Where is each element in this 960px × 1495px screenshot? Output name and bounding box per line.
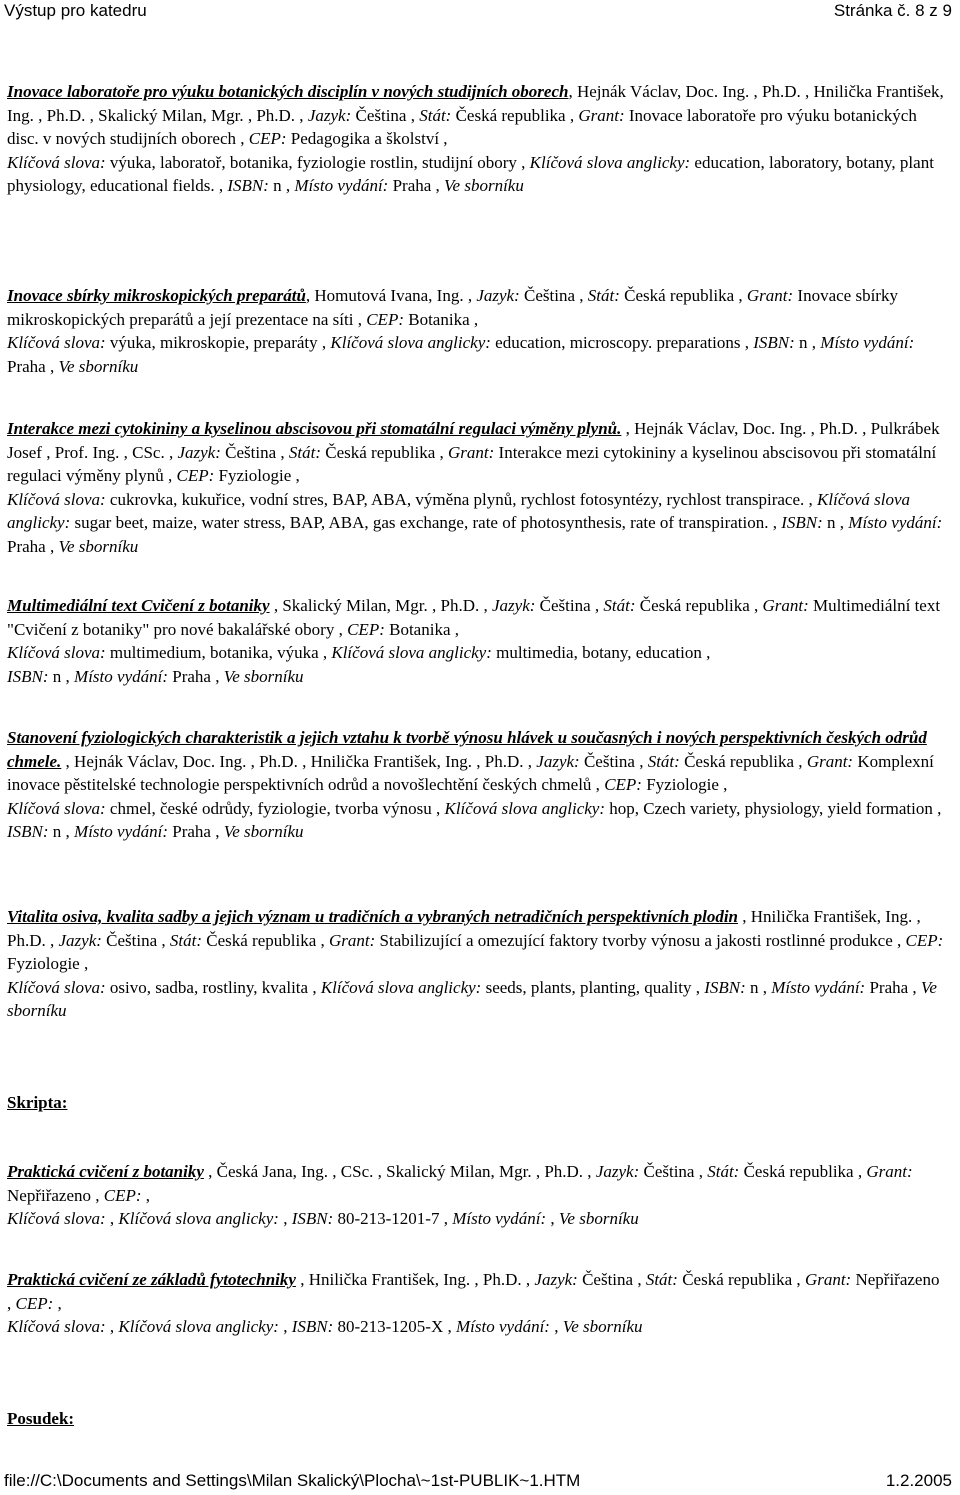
place-label: Místo vydání: [771, 977, 866, 997]
keywords-label: Klíčová slova: [7, 977, 106, 997]
place-label: Místo vydání: [820, 333, 915, 352]
keywords-label: Klíčová slova: [7, 333, 106, 352]
skripta-authors: , Česká Jana, Ing. , CSc. , Skalický Milan, Mgr. , Ph.D. , [203, 1162, 596, 1181]
country-value: Česká republika , [739, 1162, 867, 1181]
publication-authors: , Hejnák Václav, Doc. Ing. , Ph.D. , Pulkrábek Josef , Prof. Ing. , CSc. , [7, 419, 940, 462]
keywords-en-label: Klíčová slova anglicky: [7, 489, 911, 532]
place-value: , [549, 1317, 563, 1336]
keywords-label: Klíčová slova: [7, 643, 106, 662]
publication-authors: , Skalický Milan, Mgr. , Ph.D. , [269, 596, 492, 615]
keywords-en-label: Klíčová slova anglicky: [444, 798, 606, 818]
language-label: Jazyk: [177, 442, 221, 462]
language-label: Jazyk: [534, 1270, 578, 1289]
proceedings-label: Ve sborníku [562, 1317, 643, 1336]
grant-label: Grant: [746, 286, 794, 305]
cep-label: CEP: [905, 930, 944, 950]
cep-label: CEP: [176, 466, 215, 485]
publication-entry [7, 726, 946, 844]
country-value: Česká republika , [321, 442, 448, 462]
skripta-entry [7, 1268, 946, 1339]
isbn-value: n , [745, 977, 772, 997]
place-label: Místo vydání: [848, 513, 943, 532]
keywords-label: Klíčová slova: [7, 798, 106, 818]
language-value: Čeština , [220, 442, 289, 462]
publication-entry [7, 594, 946, 688]
country-label: Stát: [645, 1270, 678, 1289]
publication-authors: , Hejnák Václav, Doc. Ing. , Ph.D. , Hnilička František, Ing. , Ph.D. , [61, 751, 537, 771]
cep-label: CEP: [604, 775, 642, 794]
keywords-en-label: Klíčová slova anglicky: [529, 152, 691, 172]
place-label: Místo vydání: [456, 1317, 550, 1336]
keywords-en-value: multimedia, botany, education , [491, 643, 711, 662]
place-value: Praha , [168, 822, 224, 841]
keywords-value: , [105, 1209, 119, 1228]
keywords-value: multimedium, botanika, výuka , [105, 643, 332, 662]
country-label: Stát: [587, 286, 620, 305]
grant-value: Komplexní inovace pěstitelské technologie perspektivních odrůd a novošlechtění českých chmelů , [7, 751, 934, 794]
cep-value: Botanika , [384, 619, 460, 639]
skripta-title: Praktická cvičení ze základů fytotechniky [7, 1270, 296, 1289]
place-value: Praha , [7, 356, 59, 376]
country-value: Česká republika , [635, 596, 763, 615]
proceedings-label: Ve sborníku [223, 822, 304, 841]
isbn-label: ISBN: [291, 1317, 334, 1336]
isbn-value: 80-213-1205-X , [333, 1317, 456, 1336]
publication-entry [7, 905, 946, 1023]
keywords-en-value: sugar beet, maize, water stress, BAP, ABA, gas exchange, rate of photosynthesis, rate of transpiration. , [70, 513, 782, 532]
place-label: Místo vydání: [74, 822, 168, 841]
grant-label: Grant: [329, 930, 376, 950]
isbn-label: ISBN: [291, 1209, 334, 1228]
proceedings-label: Ve sborníku [58, 536, 139, 556]
proceedings-label: Ve sborníku [444, 176, 524, 195]
country-value: Česká republika , [202, 930, 330, 950]
country-value: Česká republika , [679, 751, 807, 771]
keywords-label: Klíčová slova: [7, 152, 106, 172]
keywords-en-value: , [278, 1317, 292, 1336]
country-value: Česká republika , [451, 105, 579, 125]
publication-title: Inovace sbírky mikroskopických preparátů [7, 286, 306, 305]
grant-value: Multimediální text "Cvičení z botaniky" pro nové bakalářské obory , [7, 596, 941, 639]
isbn-value: n , [822, 513, 849, 532]
keywords-value: výuka, mikroskopie, preparáty , [105, 333, 331, 352]
cep-label: CEP: [347, 619, 385, 639]
keywords-value: výuka, laboratoř, botanika, fyziologie rostlin, studijní obory , [105, 152, 530, 172]
cep-value: , [141, 1185, 151, 1205]
place-value: Praha , [388, 176, 445, 195]
country-label: Stát: [288, 442, 321, 462]
language-label: Jazyk: [491, 596, 536, 615]
grant-value: Stabilizující a omezující faktory tvorby výnosu a jakosti rostlinné produkce , [375, 930, 906, 950]
place-label: Místo vydání: [452, 1209, 547, 1228]
cep-label: CEP: [366, 309, 404, 329]
cep-value: Pedagogika a školství , [286, 129, 448, 148]
isbn-label: ISBN: [7, 822, 49, 841]
grant-label: Grant: [448, 442, 495, 462]
publication-authors: , Hnilička František, Ing. , Ph.D. , [7, 907, 921, 950]
cep-label: CEP: [103, 1185, 142, 1205]
keywords-value: , [105, 1317, 119, 1336]
isbn-label: ISBN: [7, 666, 49, 686]
publication-authors: , Homutová Ivana, Ing. , [305, 286, 477, 305]
grant-value: Inovace laboratoře pro výuku botanických disc. v nových studijních oborech , [7, 105, 917, 148]
keywords-en-value: hop, Czech variety, physiology, yield formation , [605, 798, 942, 818]
isbn-value: n , [794, 333, 821, 352]
keywords-value: cukrovka, kukuřice, vodní stres, BAP, ABA, výměna plynů, rychlost fotosyntézy, rychlost transpirace. , [105, 489, 818, 509]
country-label: Stát: [707, 1162, 740, 1181]
keywords-en-label: Klíčová slova anglicky: [320, 977, 482, 997]
isbn-value: n , [268, 176, 295, 195]
country-value: Česká republika , [619, 286, 747, 305]
place-value: Praha , [865, 977, 921, 997]
language-value: Čeština , [577, 1270, 646, 1289]
language-value: Čeština , [639, 1162, 708, 1181]
keywords-en-value: education, microscopy. preparations , [490, 333, 754, 352]
language-value: Čeština , [579, 751, 648, 771]
publication-title: Vitalita osiva, kvalita sadby a jejich význam u tradičních a vybraných netradičních perspektivních plodin [7, 907, 738, 926]
keywords-label: Klíčová slova: [7, 489, 106, 509]
keywords-en-label: Klíčová slova anglicky: [331, 643, 492, 662]
keywords-en-label: Klíčová slova anglicky: [118, 1209, 279, 1228]
country-value: Česká republika , [677, 1270, 805, 1289]
grant-value: Inovace sbírky mikroskopických preparátů a její prezentace na síti , [7, 286, 898, 329]
page-header [4, 0, 952, 30]
grant-label: Grant: [804, 1270, 852, 1289]
skripta-title: Praktická cvičení z botaniky [7, 1162, 204, 1181]
page-number: Stránka č. 8 z 9 [833, 1, 952, 20]
country-label: Stát: [603, 596, 636, 615]
skripta-heading: Skripta: [7, 1093, 68, 1112]
header-title: Výstup pro katedru [4, 1, 147, 20]
posudek-heading: Posudek: [7, 1409, 75, 1428]
grant-label: Grant: [578, 105, 625, 125]
language-value: Čeština , [351, 105, 420, 125]
publication-authors: , Hejnák Václav, Doc. Ing. , Ph.D. , Hnilička František, Ing. , Ph.D. , Skalický Milan, Mgr. , Ph.D. , [7, 82, 944, 125]
skripta-entry [7, 1160, 946, 1231]
publication-title: Interakce mezi cytokininy a kyselinou abscisovou při stomatální regulaci výměny plynů. [7, 419, 622, 438]
language-label: Jazyk: [476, 286, 520, 305]
keywords-en-label: Klíčová slova anglicky: [330, 333, 491, 352]
grant-value: Nepřiřazeno , [7, 1185, 104, 1205]
cep-label: CEP: [248, 129, 287, 148]
place-label: Místo vydání: [74, 666, 168, 686]
keywords-en-value: seeds, plants, planting, quality , [481, 977, 705, 997]
grant-label: Grant: [806, 751, 854, 771]
publication-entry [7, 417, 946, 558]
place-label: Místo vydání: [294, 176, 389, 195]
cep-value: Fyziologie , [214, 466, 300, 485]
language-label: Jazyk: [58, 930, 102, 950]
print-date: 1.2.2005 [885, 1471, 952, 1490]
grant-label: Grant: [866, 1162, 913, 1181]
publication-title: Stanovení fyziologických charakteristik a jejich vztahu k tvorbě výnosu hlávek u současných i nových perspektivních českých odrůd chmele. [7, 728, 927, 771]
country-label: Stát: [419, 105, 452, 125]
proceedings-label: Ve sborníku [223, 666, 304, 686]
proceedings-label: Ve sborníku [7, 977, 937, 1020]
publication-title: Multimediální text Cvičení z botaniky [7, 596, 270, 615]
grant-value: Nepřiřazeno , [7, 1270, 940, 1313]
place-value: , [546, 1209, 559, 1228]
keywords-en-label: Klíčová slova anglicky: [118, 1317, 279, 1336]
isbn-label: ISBN: [227, 176, 269, 195]
keywords-label: Klíčová slova: [7, 1317, 106, 1336]
isbn-value: 80-213-1201-7 , [333, 1209, 453, 1228]
keywords-label: Klíčová slova: [7, 1209, 106, 1228]
language-value: Čeština , [101, 930, 170, 950]
publication-entry [7, 80, 946, 198]
language-label: Jazyk: [536, 751, 580, 771]
cep-label: CEP: [15, 1293, 54, 1313]
keywords-en-value: , [278, 1209, 292, 1228]
publication-title: Inovace laboratoře pro výuku botanických disciplín v nových studijních oborech [7, 82, 569, 101]
skripta-authors: , Hnilička František, Ing. , Ph.D. , [295, 1270, 535, 1289]
cep-value: Fyziologie , [641, 775, 728, 794]
cep-value: Fyziologie , [7, 954, 89, 973]
grant-value: Interakce mezi cytokininy a kyselinou abscisovou při stomatální regulaci výměny plynů , [7, 442, 937, 485]
language-label: Jazyk: [595, 1162, 640, 1181]
keywords-value: osivo, sadba, rostliny, kvalita , [105, 977, 321, 997]
page-footer [4, 1471, 952, 1495]
country-label: Stát: [169, 930, 203, 950]
publication-entry [7, 284, 946, 378]
keywords-value: chmel, české odrůdy, fyziologie, tvorba výnosu , [105, 798, 445, 818]
proceedings-label: Ve sborníku [58, 356, 139, 376]
isbn-value: n , [48, 822, 75, 841]
language-label: Jazyk: [307, 105, 352, 125]
proceedings-label: Ve sborníku [558, 1209, 639, 1228]
isbn-value: n , [48, 666, 75, 686]
language-value: Čeština , [519, 286, 588, 305]
isbn-label: ISBN: [753, 333, 795, 352]
country-label: Stát: [647, 751, 680, 771]
cep-value: , [53, 1293, 62, 1313]
place-value: Praha , [7, 536, 59, 556]
grant-label: Grant: [762, 596, 809, 615]
place-value: Praha , [168, 666, 224, 686]
isbn-label: ISBN: [704, 977, 746, 997]
language-value: Čeština , [535, 596, 604, 615]
isbn-label: ISBN: [781, 513, 823, 532]
cep-value: Botanika , [404, 309, 479, 329]
file-path: file://C:\Documents and Settings\Milan Skalický\Plocha\~1st-PUBLIK~1.HTM [4, 1471, 581, 1490]
keywords-en-value: education, laboratory, botany, plant physiology, educational fields. , [7, 152, 934, 195]
